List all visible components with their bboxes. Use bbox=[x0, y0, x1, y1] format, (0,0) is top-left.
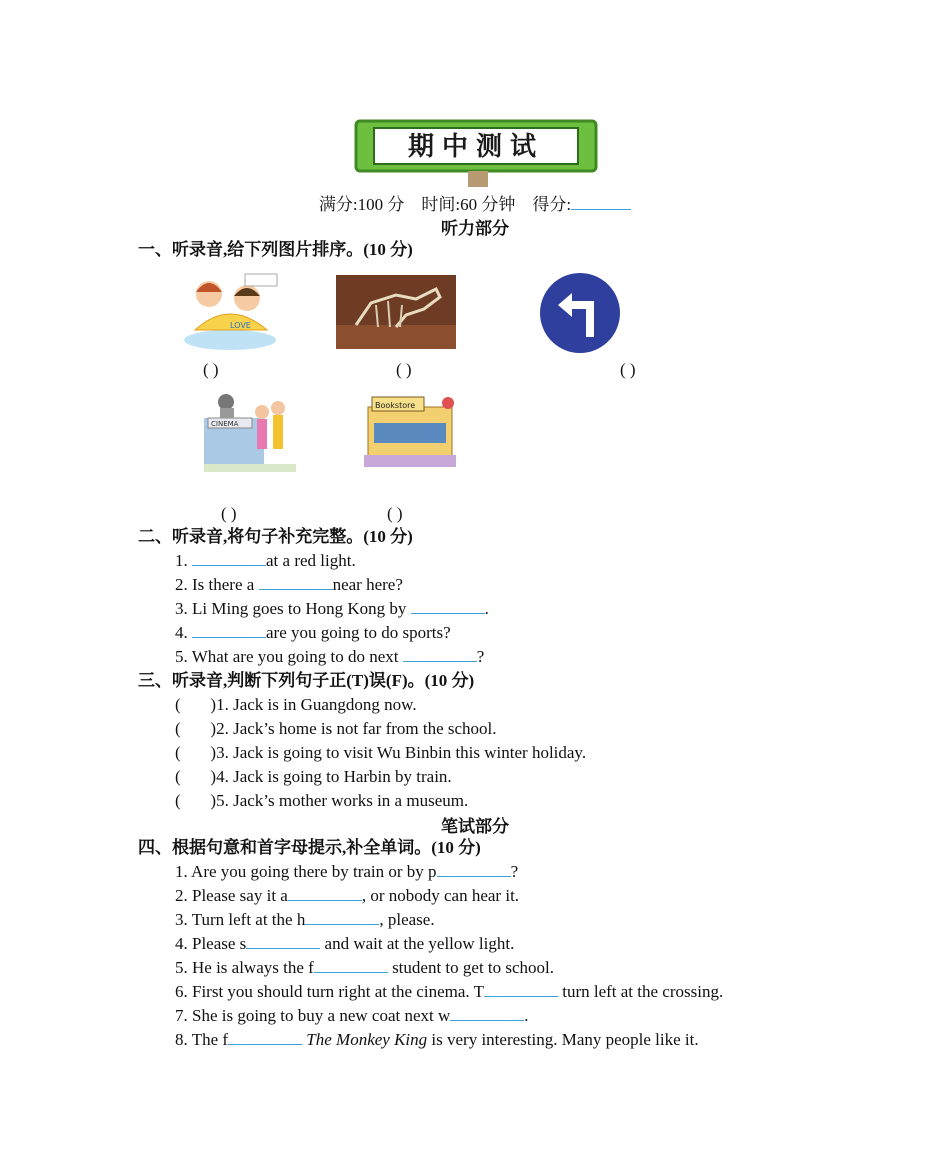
bookstore-icon bbox=[362, 393, 458, 473]
book-title: The Monkey King bbox=[306, 1030, 428, 1049]
cinema-couple-icon bbox=[204, 384, 296, 472]
banner-title: 期中测试 bbox=[407, 132, 545, 162]
s4-item-4: 4. Please s and wait at the yellow light. bbox=[175, 934, 515, 953]
fill-blank[interactable] bbox=[192, 549, 266, 566]
s2-item-1: 1. at a red light. bbox=[175, 551, 356, 570]
tf-paren[interactable]: ( ) bbox=[175, 695, 217, 714]
fill-blank[interactable] bbox=[228, 1028, 302, 1045]
title-banner bbox=[350, 115, 602, 190]
fill-blank[interactable] bbox=[314, 956, 388, 973]
answer-paren-3[interactable]: ( ) bbox=[620, 360, 636, 379]
store-sign: Bookstore bbox=[375, 401, 416, 410]
s4-item-8: 8. The f The Monkey King is very interesting. Many people like it. bbox=[175, 1030, 699, 1049]
s3-item-2: ( )2. Jack’s home is not far from the school. bbox=[175, 719, 497, 738]
time-limit: 时间:60 分钟 bbox=[421, 195, 516, 214]
s3-item-5: ( )5. Jack’s mother works in a museum. bbox=[175, 791, 469, 810]
answer-paren-2[interactable]: ( ) bbox=[396, 360, 412, 379]
fill-blank[interactable] bbox=[192, 621, 266, 638]
fill-blank[interactable] bbox=[403, 645, 477, 662]
score-blank[interactable] bbox=[571, 193, 631, 210]
s3-item-4: ( )4. Jack is going to Harbin by train. bbox=[175, 767, 452, 786]
s4-item-5: 5. He is always the f student to get to school. bbox=[175, 958, 555, 977]
s2-item-2: 2. Is there a near here? bbox=[175, 575, 403, 594]
fill-blank[interactable] bbox=[411, 597, 485, 614]
fill-blank[interactable] bbox=[450, 1004, 524, 1021]
full-marks: 满分:100 分 bbox=[318, 195, 405, 214]
section-2-title: 二、听录音,将句子补充完整。(10 分) bbox=[138, 527, 413, 546]
s4-item-7: 7. She is going to buy a new coat next w . bbox=[175, 1006, 529, 1025]
s2-item-3: 3. Li Ming goes to Hong Kong by . bbox=[175, 599, 489, 618]
tf-paren[interactable]: ( ) bbox=[175, 719, 217, 738]
dinosaur-museum-icon bbox=[336, 275, 456, 349]
s4-item-6: 6. First you should turn right at the cinema. T turn left at the crossing. bbox=[175, 982, 724, 1001]
score-line bbox=[0, 190, 950, 215]
listening-heading: 听力部分 bbox=[441, 219, 509, 238]
children-on-boat-icon bbox=[175, 268, 281, 352]
s2-item-4: 4. are you going to do sports? bbox=[175, 623, 451, 642]
tf-paren[interactable]: ( ) bbox=[175, 743, 217, 762]
turn-left-sign-icon bbox=[538, 271, 622, 355]
fill-blank[interactable] bbox=[259, 573, 333, 590]
s3-item-3: ( )3. Jack is going to visit Wu Binbin this winter holiday. bbox=[175, 743, 587, 762]
fill-blank[interactable] bbox=[484, 980, 558, 997]
section-3-title: 三、听录音,判断下列句子正(T)误(F)。(10 分) bbox=[138, 671, 475, 690]
section-4-title: 四、根据句意和首字母提示,补全单词。(10 分) bbox=[138, 838, 481, 857]
tf-paren[interactable]: ( ) bbox=[175, 767, 217, 786]
fill-blank[interactable] bbox=[305, 908, 379, 925]
s4-item-3: 3. Turn left at the h , please. bbox=[175, 910, 435, 929]
answer-paren-5[interactable]: ( ) bbox=[387, 504, 403, 523]
love-text: LOVE bbox=[230, 321, 251, 330]
s3-item-1: ( )1. Jack is in Guangdong now. bbox=[175, 695, 417, 714]
s2-item-5: 5. What are you going to do next ? bbox=[175, 647, 485, 666]
fill-blank[interactable] bbox=[288, 884, 362, 901]
fill-blank[interactable] bbox=[437, 860, 511, 877]
tf-paren[interactable]: ( ) bbox=[175, 791, 217, 810]
s4-item-1: 1. Are you going there by train or by p ? bbox=[175, 862, 519, 881]
cinema-sign: CINEMA bbox=[211, 420, 239, 428]
s4-item-2: 2. Please say it a , or nobody can hear it. bbox=[175, 886, 520, 905]
score-label: 得分: bbox=[532, 195, 572, 214]
answer-paren-1[interactable]: ( ) bbox=[203, 360, 219, 379]
fill-blank[interactable] bbox=[246, 932, 320, 949]
writing-heading: 笔试部分 bbox=[441, 817, 509, 836]
answer-paren-4[interactable]: ( ) bbox=[221, 504, 237, 523]
section-1-title: 一、听录音,给下列图片排序。(10 分) bbox=[138, 240, 413, 259]
